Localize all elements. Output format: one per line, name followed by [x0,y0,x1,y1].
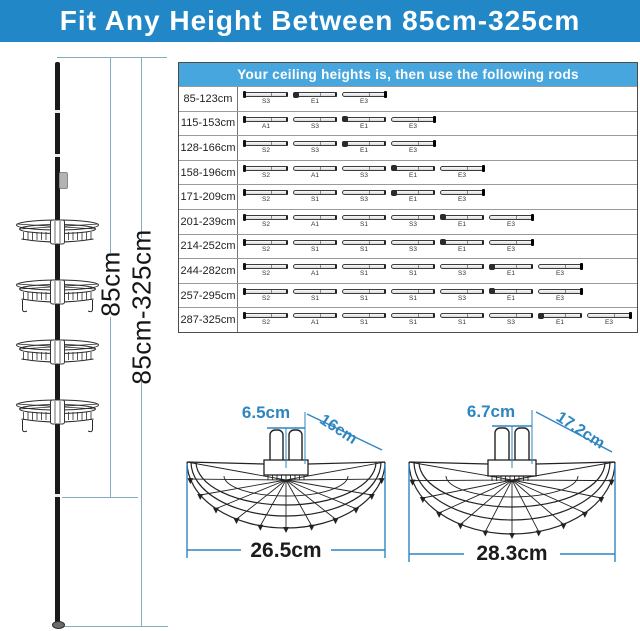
pole-foot [52,621,65,629]
rod-label: S2 [262,171,270,179]
table-header [179,63,637,86]
rod-segment [293,289,337,303]
ceiling-height-range: 158-196cm [179,161,238,185]
rod-sequence [238,259,637,283]
rod-label: S3 [311,122,319,130]
table-row [179,160,637,185]
rod-sequence [238,210,637,234]
rod-segment [293,313,337,327]
pole-joint [55,110,60,113]
title-banner [0,0,640,42]
rod-segment [587,313,631,327]
rod-bar [244,92,288,97]
rod-segment [440,215,484,229]
small-basket-depth-label: 16cm [316,411,361,448]
rod-segment [342,240,386,254]
rod-bar [391,215,435,220]
min-height-label: 85cm [95,251,126,317]
rod-bar [538,313,582,318]
rod-segment [440,166,484,180]
rod-bar [342,190,386,195]
rod-segment [440,264,484,278]
large-basket-depth-label: 17.2cm [552,408,608,453]
rod-bar [391,190,435,195]
rod-segment [244,92,288,106]
rod-bar [244,117,288,122]
rod-label: A1 [311,220,319,228]
rod-segment [391,117,435,131]
rod-label: E3 [360,98,368,105]
rod-bar [293,215,337,220]
rod-label: S3 [507,319,515,327]
rod-bar [244,240,288,245]
rod-sequence [238,308,637,332]
rod-sequence [238,161,637,185]
table-row [179,258,637,283]
rod-label: S1 [311,196,319,204]
rod-segment [440,289,484,303]
rod-bar [489,313,533,318]
rod-segment [489,240,533,254]
rod-bar [391,166,435,171]
rod-bar [489,215,533,220]
rod-bar [489,289,533,294]
rod-segment [293,117,337,131]
rod-label: S2 [262,270,270,278]
rod-segment [342,117,386,131]
rod-segment [391,215,435,229]
ceiling-height-range: 287-325cm [179,308,238,332]
rod-bar [342,240,386,245]
rod-bar [538,264,582,269]
large-basket-hook-width-label: 6.7cm [466,402,516,421]
rod-bar [391,313,435,318]
rod-bar [342,92,386,97]
rod-label: A1 [311,270,319,278]
rod-label: S1 [409,270,417,278]
rod-label: S1 [360,220,368,228]
rod-segment [244,141,288,155]
rod-label: A1 [311,171,319,179]
ceiling-height-range: 115-153cm [179,112,238,136]
rod-segment [293,240,337,254]
rod-segment [489,264,533,278]
ceiling-height-range: 171-209cm [179,185,238,209]
rod-bar [293,92,337,97]
dimension-tick-floor [62,626,168,627]
banner-title: Fit Any Height Between 85cm-325cm [59,5,581,36]
rod-label: S3 [360,171,368,179]
rod-bar [244,215,288,220]
rod-bar [489,264,533,269]
rod-bar [342,264,386,269]
rod-bar [244,264,288,269]
rod-segment [391,166,435,180]
rod-label: S2 [262,319,270,327]
pole-joint [55,494,60,497]
rod-bar [244,166,288,171]
rod-label: S1 [360,270,368,278]
rod-label: S3 [262,98,270,105]
rod-label: E3 [458,171,466,179]
rod-bar [293,264,337,269]
rod-segment [342,141,386,155]
rod-segment [489,215,533,229]
large-basket-width-label: 28.3cm [476,542,548,565]
height-range-label: 85cm-325cm [126,229,157,385]
rod-segment [244,264,288,278]
ceiling-height-range: 257-295cm [179,284,238,308]
rod-bar [293,117,337,122]
rod-segment [342,313,386,327]
rod-bar [293,166,337,171]
rod-bar [440,190,484,195]
rod-label: E1 [507,270,515,278]
table-header-label: Your ceiling heights is, then use the following rods [237,67,579,82]
rod-label: S3 [360,196,368,204]
table-row [179,234,637,259]
rod-label: S2 [262,294,270,302]
rod-label: S1 [360,319,368,327]
rod-label: S2 [262,220,270,228]
small-basket-hook-width-label: 6.5cm [241,403,291,422]
rod-label: S1 [311,294,319,302]
rod-bar [342,166,386,171]
rod-segment [293,190,337,204]
ceiling-height-range: 201-239cm [179,210,238,234]
rod-segment [489,313,533,327]
rod-label: A1 [262,122,270,130]
rod-segment [440,190,484,204]
rod-segment [342,92,386,106]
rod-bar [342,141,386,146]
rod-segment [440,240,484,254]
rod-bar [244,190,288,195]
rod-segment [342,190,386,204]
rod-label: S1 [360,245,368,253]
rod-segment [391,190,435,204]
rod-label: S1 [311,245,319,253]
rod-label: E3 [409,147,417,155]
rod-bar [293,240,337,245]
corner-baskets-on-pole [10,205,120,460]
rod-segment [293,141,337,155]
rod-segment [391,141,435,155]
rod-combination-table [178,62,638,333]
rod-label: E3 [507,220,515,228]
pole-adjuster-knob [59,172,68,189]
rod-sequence [238,284,637,308]
rod-segment [342,264,386,278]
table-row [179,283,637,308]
rod-bar [440,313,484,318]
rod-segment [244,240,288,254]
rod-label: S1 [409,319,417,327]
rod-segment [342,215,386,229]
rod-sequence [238,185,637,209]
rod-label: E3 [409,122,417,130]
rod-segment [391,313,435,327]
rod-bar [342,313,386,318]
rod-segment [293,264,337,278]
rod-bar [440,215,484,220]
rod-label: E3 [507,245,515,253]
dimension-tick-85cm [62,497,138,498]
rod-label: S3 [409,220,417,228]
rod-segment [244,190,288,204]
rod-label: S2 [262,196,270,204]
large-basket-diagram [390,398,640,590]
rod-label: S2 [262,147,270,155]
rod-bar [342,117,386,122]
rod-label: E1 [458,220,466,228]
rod-bar [293,289,337,294]
rod-segment [391,240,435,254]
table-row [179,307,637,332]
rod-bar [244,313,288,318]
rod-bar [342,215,386,220]
rod-bar [391,240,435,245]
rod-segment [489,289,533,303]
rod-bar [440,264,484,269]
pole-joint [55,154,60,157]
rod-label: S1 [458,319,466,327]
rod-bar [293,141,337,146]
table-row [179,184,637,209]
rod-segment [342,166,386,180]
rod-label: E1 [360,122,368,130]
ceiling-height-range: 85-123cm [179,87,238,111]
rod-bar [489,240,533,245]
table-row [179,86,637,111]
rod-bar [391,117,435,122]
rod-segment [244,166,288,180]
rod-bar [244,289,288,294]
rod-bar [391,289,435,294]
rod-bar [440,289,484,294]
rod-label: E3 [458,196,466,204]
dimension-line-range-lower [141,377,142,627]
rod-bar [440,166,484,171]
table-body [179,86,637,332]
rod-segment [440,313,484,327]
rod-bar [342,289,386,294]
rod-label: E3 [556,294,564,302]
rod-segment [244,313,288,327]
table-row [179,209,637,234]
ceiling-height-range: 128-166cm [179,136,238,160]
rod-label: E3 [605,319,613,327]
rod-sequence [238,136,637,160]
ceiling-height-range: 214-252cm [179,235,238,259]
rod-label: S2 [262,245,270,253]
rod-label: S3 [458,270,466,278]
rod-label: E3 [556,270,564,278]
rod-sequence [238,87,637,111]
rod-label: E1 [458,245,466,253]
rod-bar [293,313,337,318]
rod-label: S3 [409,245,417,253]
rod-segment [538,289,582,303]
small-basket-diagram [180,400,392,578]
rod-segment [244,117,288,131]
rod-label: E1 [311,98,319,105]
rod-segment [293,166,337,180]
rod-segment [244,289,288,303]
rod-label: E1 [409,171,417,179]
rod-segment [293,92,337,106]
rod-bar [538,289,582,294]
rod-bar [440,240,484,245]
rod-segment [391,264,435,278]
rod-label: E1 [507,294,515,302]
rod-label: S3 [458,294,466,302]
rod-segment [391,289,435,303]
dimension-top-line [57,57,167,58]
rod-segment [342,289,386,303]
dimension-line-range-upper [141,57,142,238]
table-row [179,135,637,160]
rod-segment [538,313,582,327]
ceiling-height-range: 244-282cm [179,259,238,283]
rod-bar [587,313,631,318]
table-row [179,111,637,136]
rod-label: E1 [360,147,368,155]
rod-label: E1 [409,196,417,204]
rod-label: E1 [556,319,564,327]
rod-bar [391,141,435,146]
rod-bar [244,141,288,146]
rod-segment [244,215,288,229]
rod-label: S1 [360,294,368,302]
rod-label: S1 [409,294,417,302]
rod-segment [538,264,582,278]
rod-segment [293,215,337,229]
rod-label: A1 [311,319,319,327]
rod-label: S3 [311,147,319,155]
rod-sequence [238,235,637,259]
rod-bar [293,190,337,195]
rod-sequence [238,112,637,136]
rod-bar [391,264,435,269]
small-basket-width-label: 26.5cm [250,539,322,562]
